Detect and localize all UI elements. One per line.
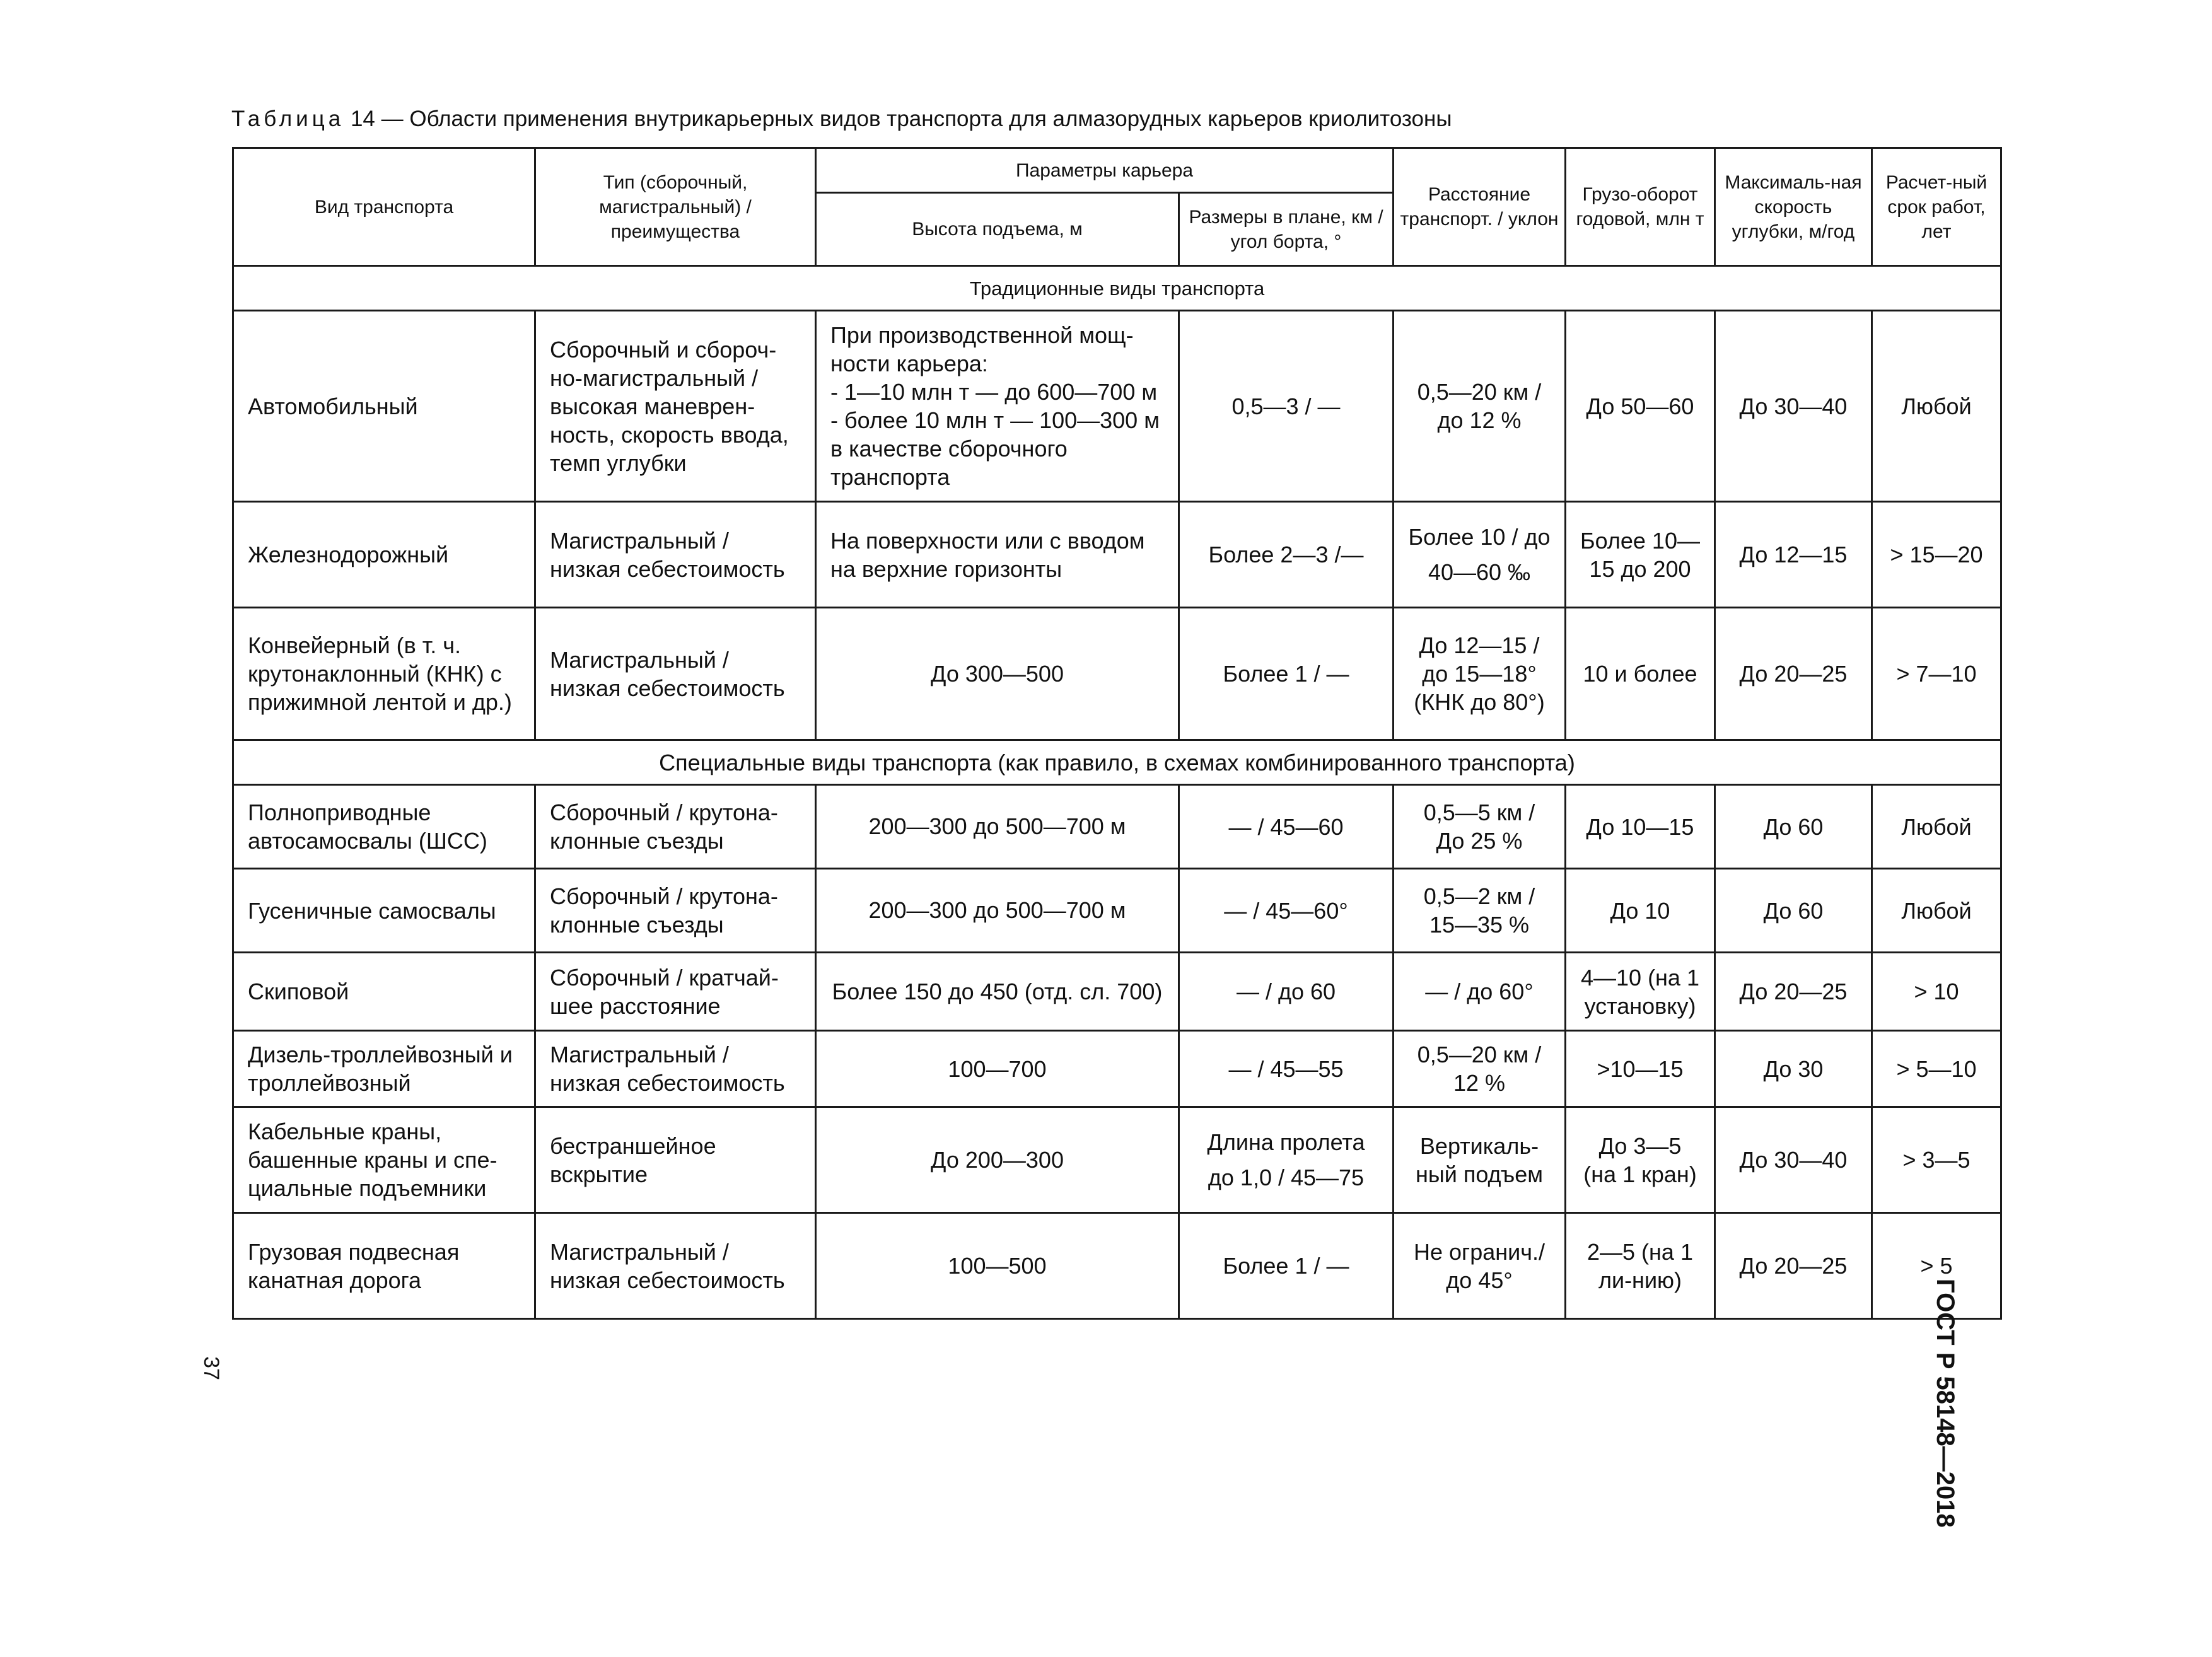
cell-kind: бестраншейное вскрытие <box>535 1107 816 1213</box>
table-row <box>233 1107 2001 1213</box>
header-row <box>233 148 2001 193</box>
cell-size: — / 45—55 <box>1179 1031 1394 1107</box>
cell-speed: До 12—15 <box>1715 502 1872 608</box>
header-type: Вид транспорта <box>233 148 535 266</box>
cell-size: — / до 60 <box>1179 953 1394 1031</box>
cell-type: Дизель-троллейвозный и троллейвозный <box>233 1031 535 1107</box>
cell-height: До 200—300 <box>816 1107 1179 1213</box>
header-term: Расчет-ный срок работ, лет <box>1872 148 2001 266</box>
header-size: Размеры в плане, км / угол борта, ° <box>1179 193 1394 266</box>
table-row <box>233 608 2001 740</box>
cell-height: До 300—500 <box>816 608 1179 740</box>
cell-distance: Не огранич./ до 45° <box>1394 1213 1566 1319</box>
cell-height: 100—500 <box>816 1213 1179 1319</box>
cell-height: На поверхности или с вводом на верхние горизонты <box>816 502 1179 608</box>
cell-kind: Сборочный и сбороч-но-магистральный / высокая маневрен-ность, скорость ввода, темп углубки <box>535 311 816 502</box>
cell-size: 0,5—3 / — <box>1179 311 1394 502</box>
cell-kind: Сборочный / кратчай-шее расстояние <box>535 953 816 1031</box>
cell-distance: Более 10 / до 40—60 ‰ <box>1394 502 1566 608</box>
standard-designation: ГОСТ Р 58148—2018 <box>1931 1279 1959 1528</box>
cell-speed: До 60 <box>1715 869 1872 953</box>
cell-term: > 5 <box>1872 1213 2001 1319</box>
cell-speed: До 60 <box>1715 785 1872 869</box>
table-row <box>233 953 2001 1031</box>
cell-term: Любой <box>1872 785 2001 869</box>
cell-distance: 0,5—20 км / 12 % <box>1394 1031 1566 1107</box>
caption-text: 14 — Области применения внутрикарьерных видов транспорта для алмазорудных карьеров криолитозоны <box>350 107 1452 131</box>
cell-distance: 0,5—20 км / до 12 % <box>1394 311 1566 502</box>
cell-distance: 0,5—2 км / 15—35 % <box>1394 869 1566 953</box>
cell-type: Конвейерный (в т. ч. крутонаклонный (КНК) с прижимной лентой и др.) <box>233 608 535 740</box>
transport-table <box>232 147 2002 1320</box>
cell-kind: Сборочный / крутона-клонные съезды <box>535 785 816 869</box>
cell-height: 100—700 <box>816 1031 1179 1107</box>
cell-height: При производственной мощ-ности карьера: - 1—10 млн т — до 600—700 м - более 10 млн т — 100—300 м в качестве сборочного транспорта <box>816 311 1179 502</box>
header-kind: Тип (сборочный, магистральный) / преимущества <box>535 148 816 266</box>
cell-speed: До 20—25 <box>1715 1213 1872 1319</box>
table-row <box>233 785 2001 869</box>
cell-turnover: До 3—5 (на 1 кран) <box>1566 1107 1715 1213</box>
cell-kind: Магистральный / низкая себестоимость <box>535 1213 816 1319</box>
cell-turnover: 4—10 (на 1 установку) <box>1566 953 1715 1031</box>
cell-term: > 3—5 <box>1872 1107 2001 1213</box>
cell-speed: До 20—25 <box>1715 608 1872 740</box>
cell-type: Скиповой <box>233 953 535 1031</box>
cell-speed: До 20—25 <box>1715 953 1872 1031</box>
section-row <box>233 740 2001 785</box>
cell-size: Более 1 / — <box>1179 1213 1394 1319</box>
cell-term: > 10 <box>1872 953 2001 1031</box>
header-speed: Максималь-ная скорость углубки, м/год <box>1715 148 1872 266</box>
cell-size: Более 2—3 /— <box>1179 502 1394 608</box>
table-caption <box>231 106 1997 132</box>
table-row <box>233 1213 2001 1319</box>
cell-speed: До 30 <box>1715 1031 1872 1107</box>
cell-kind: Магистральный / низкая себестоимость <box>535 608 816 740</box>
cell-distance: 0,5—5 км / До 25 % <box>1394 785 1566 869</box>
header-height: Высота подъема, м <box>816 193 1179 266</box>
table-row <box>233 869 2001 953</box>
cell-type: Автомобильный <box>233 311 535 502</box>
cell-height: 200—300 до 500—700 м <box>816 785 1179 869</box>
cell-size: — / 45—60 <box>1179 785 1394 869</box>
cell-turnover: Более 10—15 до 200 <box>1566 502 1715 608</box>
header-turnover: Грузо-оборот годовой, млн т <box>1566 148 1715 266</box>
table-row <box>233 1031 2001 1107</box>
cell-term: Любой <box>1872 869 2001 953</box>
cell-turnover: >10—15 <box>1566 1031 1715 1107</box>
header-params: Параметры карьера <box>816 148 1394 193</box>
cell-size: Более 1 / — <box>1179 608 1394 740</box>
section-traditional: Традиционные виды транспорта <box>233 266 2001 311</box>
cell-distance: Вертикаль-ный подъем <box>1394 1107 1566 1213</box>
cell-speed: До 30—40 <box>1715 1107 1872 1213</box>
cell-term: > 5—10 <box>1872 1031 2001 1107</box>
cell-kind: Сборочный / крутона-клонные съезды <box>535 869 816 953</box>
cell-type: Полноприводные автосамосвалы (ШСС) <box>233 785 535 869</box>
cell-turnover: 10 и более <box>1566 608 1715 740</box>
cell-term: Любой <box>1872 311 2001 502</box>
cell-size: — / 45—60° <box>1179 869 1394 953</box>
cell-type: Кабельные краны, башенные краны и спе-циальные подъемники <box>233 1107 535 1213</box>
cell-size: Длина пролета до 1,0 / 45—75 <box>1179 1107 1394 1213</box>
section-row <box>233 266 2001 311</box>
cell-turnover: До 10—15 <box>1566 785 1715 869</box>
cell-height: Более 150 до 450 (отд. сл. 700) <box>816 953 1179 1031</box>
cell-term: > 15—20 <box>1872 502 2001 608</box>
table-row <box>233 311 2001 502</box>
table-row <box>233 502 2001 608</box>
page-number: 37 <box>199 1356 223 1380</box>
caption-label: Таблица <box>231 107 345 131</box>
cell-type: Железнодорожный <box>233 502 535 608</box>
cell-speed: До 30—40 <box>1715 311 1872 502</box>
cell-turnover: До 10 <box>1566 869 1715 953</box>
cell-turnover: 2—5 (на 1 ли-нию) <box>1566 1213 1715 1319</box>
cell-term: > 7—10 <box>1872 608 2001 740</box>
header-distance: Расстояние транспорт. / уклон <box>1394 148 1566 266</box>
cell-distance: — / до 60° <box>1394 953 1566 1031</box>
cell-turnover: До 50—60 <box>1566 311 1715 502</box>
cell-height: 200—300 до 500—700 м <box>816 869 1179 953</box>
section-special: Специальные виды транспорта (как правило, в схемах комбинированного транспорта) <box>233 740 2001 785</box>
cell-type: Гусеничные самосвалы <box>233 869 535 953</box>
cell-type: Грузовая подвесная канатная дорога <box>233 1213 535 1319</box>
cell-kind: Магистральный / низкая себестоимость <box>535 1031 816 1107</box>
cell-kind: Магистральный / низкая себестоимость <box>535 502 816 608</box>
cell-distance: До 12—15 / до 15—18° (КНК до 80°) <box>1394 608 1566 740</box>
